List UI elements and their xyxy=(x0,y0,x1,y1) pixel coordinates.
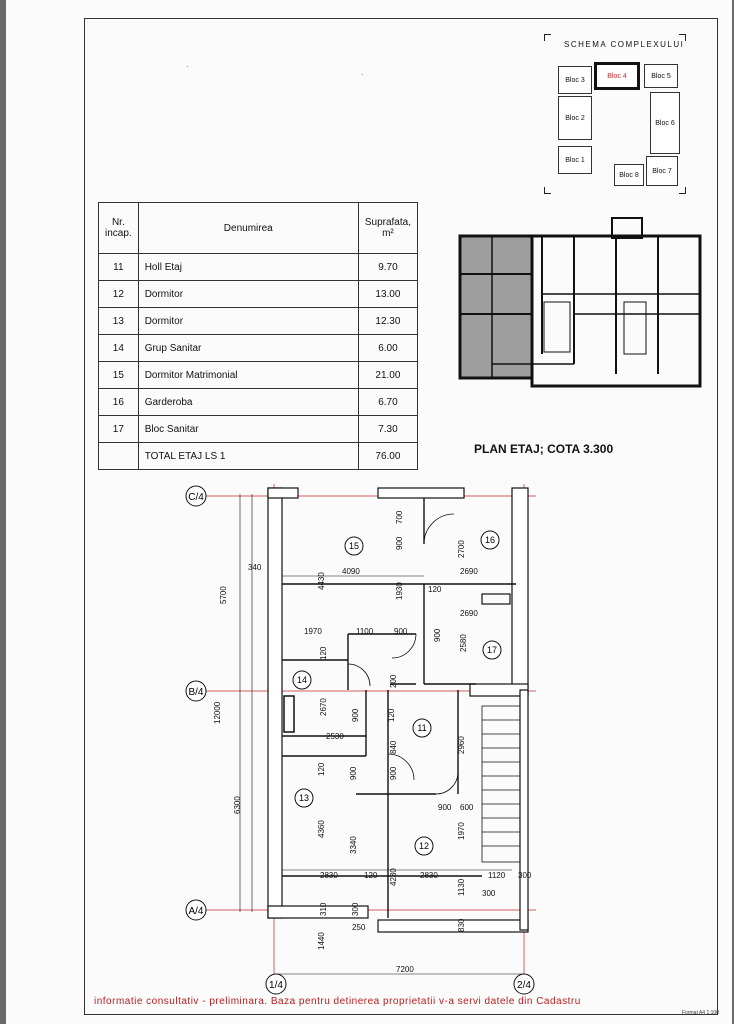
dim-text: 7200 xyxy=(396,965,414,974)
header-nr: Nr. incap. xyxy=(99,203,139,254)
row-nr: 12 xyxy=(99,281,139,308)
row-area: 21.00 xyxy=(358,362,417,389)
table-total-row xyxy=(99,443,418,470)
complex-schema xyxy=(544,34,686,194)
dim-text: 1130 xyxy=(457,878,466,896)
corner-mark xyxy=(679,187,686,194)
dim-text: 5700 xyxy=(219,586,228,604)
axis-bubble-b4 xyxy=(186,681,206,701)
dim-text: 310 xyxy=(319,902,328,916)
room-17 xyxy=(483,641,501,659)
header-area: Suprafata, m² xyxy=(358,203,417,254)
dim-text: 1100 xyxy=(356,627,374,636)
dim-text: 2690 xyxy=(460,609,478,618)
bloc-8: Bloc 8 xyxy=(614,164,644,186)
row-area: 9.70 xyxy=(358,254,417,281)
axis-bubble-2-4 xyxy=(514,974,534,994)
svg-text:17: 17 xyxy=(486,645,498,655)
dim-text: 2690 xyxy=(460,567,478,576)
dim-text: 120 xyxy=(387,708,396,722)
svg-text:11: 11 xyxy=(417,723,427,733)
east-wall xyxy=(470,684,528,696)
north-wall xyxy=(268,488,298,498)
drawing-sheet xyxy=(6,0,732,1024)
row-nr: 17 xyxy=(99,416,139,443)
disclaimer-note: informatie consultativ - preliminara. Baza pentru detinerea proprietatii v-a servi datele din Cadastru xyxy=(94,996,581,1007)
bathtub-icon xyxy=(284,696,294,732)
table-row xyxy=(99,335,418,362)
room-12 xyxy=(415,837,433,855)
bloc-2: Bloc 2 xyxy=(558,96,592,140)
svg-text:15: 15 xyxy=(348,541,360,551)
stair-icon xyxy=(624,302,646,354)
bloc-3: Bloc 3 xyxy=(558,66,592,94)
bloc-6: Bloc 6 xyxy=(650,92,680,154)
row-area: 12.30 xyxy=(358,308,417,335)
dim-text: 1970 xyxy=(457,822,466,840)
row-name: Grup Sanitar xyxy=(138,335,358,362)
row-name: Garderoba xyxy=(138,389,358,416)
dim-text: 12000 xyxy=(213,701,222,724)
dim-text: 1440 xyxy=(317,932,326,950)
row-name: Dormitor Matrimonial xyxy=(138,362,358,389)
corner-mark xyxy=(544,187,551,194)
pen-mark: · xyxy=(361,70,364,79)
radiator-icon xyxy=(482,594,510,604)
dim-text: 300 xyxy=(518,871,532,880)
row-name: Dormitor xyxy=(138,281,358,308)
corner-mark xyxy=(679,34,686,41)
dim-text: 1120 xyxy=(488,871,506,880)
dim-text: 2960 xyxy=(457,736,466,754)
bloc-5: Bloc 5 xyxy=(644,64,678,88)
key-plan-thumbnail xyxy=(452,214,716,394)
svg-text:B/4: B/4 xyxy=(188,687,204,698)
row-nr: 13 xyxy=(99,308,139,335)
room-11 xyxy=(413,719,431,737)
dim-text: 2830 xyxy=(420,871,438,880)
room-16 xyxy=(481,531,499,549)
stair-icon xyxy=(544,302,570,352)
dim-text: 830 xyxy=(457,918,466,932)
room-15 xyxy=(345,537,363,555)
dim-text: 1970 xyxy=(304,627,322,636)
format-note: Format A4 1:100 xyxy=(682,1010,719,1016)
corner-mark xyxy=(544,34,551,41)
stair-icon xyxy=(482,706,520,862)
dim-text: 4360 xyxy=(317,820,326,838)
west-wall xyxy=(268,488,282,918)
dim-text: 900 xyxy=(349,766,358,780)
dim-text: 200 xyxy=(389,674,398,688)
axis-bubble-a4 xyxy=(186,900,206,920)
dim-text: 4090 xyxy=(342,567,360,576)
dim-text: 600 xyxy=(460,803,474,812)
dim-text: 2580 xyxy=(459,634,468,652)
row-area: 7.30 xyxy=(358,416,417,443)
dim-text: 900 xyxy=(438,803,452,812)
dim-text: 6300 xyxy=(233,796,242,814)
row-area: 6.70 xyxy=(358,389,417,416)
table-row xyxy=(99,362,418,389)
plan-title: PLAN ETAJ; COTA 3.300 xyxy=(474,442,614,456)
table-row xyxy=(99,308,418,335)
dim-text: 4230 xyxy=(389,868,398,886)
dim-text: 2700 xyxy=(457,540,466,558)
floor-plan xyxy=(176,484,546,996)
dim-text: 4430 xyxy=(317,572,326,590)
dim-text: 700 xyxy=(395,510,404,524)
svg-text:12: 12 xyxy=(418,841,430,851)
rooms-table xyxy=(98,202,418,470)
row-nr: 11 xyxy=(99,254,139,281)
dim-text: 120 xyxy=(428,585,442,594)
row-name: Bloc Sanitar xyxy=(138,416,358,443)
dim-text: 340 xyxy=(248,563,262,572)
svg-text:16: 16 xyxy=(484,535,496,545)
total-label: TOTAL ETAJ LS 1 xyxy=(138,443,358,470)
svg-text:1/4: 1/4 xyxy=(269,980,283,991)
door-swing xyxy=(436,772,458,794)
bloc-4-selected: Bloc 4 xyxy=(594,62,640,90)
row-nr: 15 xyxy=(99,362,139,389)
svg-text:A/4: A/4 xyxy=(188,906,204,917)
dim-text: 840 xyxy=(389,740,398,754)
north-wall xyxy=(378,488,464,498)
pen-mark: · xyxy=(186,62,189,71)
row-name: Dormitor xyxy=(138,308,358,335)
dim-text: 250 xyxy=(352,923,366,932)
row-nr: 14 xyxy=(99,335,139,362)
dim-text: 900 xyxy=(351,708,360,722)
table-row xyxy=(99,281,418,308)
table-row xyxy=(99,254,418,281)
room-14 xyxy=(293,671,311,689)
axis-bubble-1-4 xyxy=(266,974,286,994)
dim-text: 2530 xyxy=(326,732,344,741)
dim-text: 2670 xyxy=(319,698,328,716)
south-wall xyxy=(378,920,528,932)
dim-text: 300 xyxy=(351,902,360,916)
dim-text: 120 xyxy=(364,871,378,880)
svg-text:14: 14 xyxy=(296,675,308,685)
header-name: Denumirea xyxy=(138,203,358,254)
axis-bubble-c4 xyxy=(186,486,206,506)
row-nr: 16 xyxy=(99,389,139,416)
dim-text: 900 xyxy=(395,536,404,550)
east-wall xyxy=(520,690,528,930)
row-name: Holl Etaj xyxy=(138,254,358,281)
dim-text: 900 xyxy=(389,766,398,780)
door-swing xyxy=(348,664,370,686)
dim-text: 300 xyxy=(482,889,496,898)
dim-text: 120 xyxy=(319,646,328,660)
schema-title: SCHEMA COMPLEXULUI xyxy=(564,40,685,49)
dim-text: 1930 xyxy=(395,582,404,600)
table-row xyxy=(99,389,418,416)
dim-text: 2830 xyxy=(320,871,338,880)
row-area: 13.00 xyxy=(358,281,417,308)
room-13 xyxy=(295,789,313,807)
svg-text:C/4: C/4 xyxy=(188,492,204,503)
dim-text: 3340 xyxy=(349,836,358,854)
row-area: 6.00 xyxy=(358,335,417,362)
bloc-1: Bloc 1 xyxy=(558,146,592,174)
dim-text: 120 xyxy=(317,762,326,776)
door-swing xyxy=(392,634,416,658)
total-area: 76.00 xyxy=(358,443,417,470)
table-row xyxy=(99,416,418,443)
highlighted-unit xyxy=(460,236,532,378)
bloc-7: Bloc 7 xyxy=(646,156,678,186)
dim-text: 900 xyxy=(394,627,408,636)
dim-text: 900 xyxy=(433,628,442,642)
door-swing xyxy=(424,514,454,544)
east-wall xyxy=(512,488,528,688)
table-header-row xyxy=(99,203,418,254)
svg-text:13: 13 xyxy=(298,793,310,803)
svg-text:2/4: 2/4 xyxy=(517,980,531,991)
